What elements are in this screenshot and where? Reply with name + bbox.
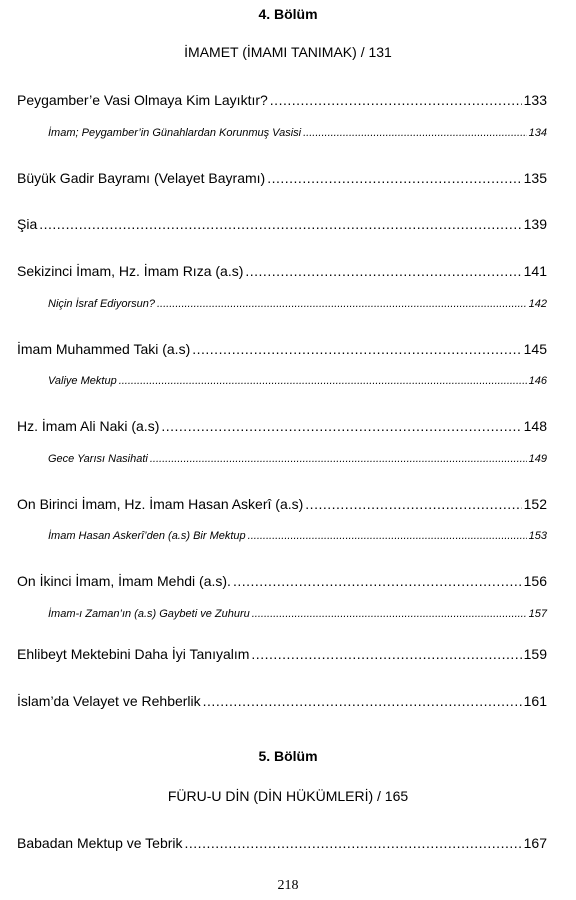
toc-subentry[interactable]: [48, 127, 547, 139]
toc-subentry-title: Valiye Mektup: [48, 375, 117, 387]
toc-entry[interactable]: [17, 418, 547, 434]
toc-entry-page: 148: [523, 418, 547, 434]
toc-entry[interactable]: [17, 216, 547, 232]
toc-entry-title: On Birinci İmam, Hz. İmam Hasan Askerî (a.s): [17, 496, 304, 512]
toc-entry[interactable]: [17, 92, 547, 108]
toc-entry-page: 133: [523, 92, 547, 108]
leader-dots: [245, 263, 521, 279]
section-4-heading: 4. Bölüm: [258, 6, 318, 22]
toc-entry[interactable]: [17, 573, 547, 589]
toc-subentry[interactable]: [48, 530, 547, 542]
toc-entry-page: 139: [523, 216, 547, 232]
toc-subentry[interactable]: [48, 298, 547, 310]
toc-entry-page: 141: [523, 263, 547, 279]
leader-dots: [192, 341, 521, 357]
toc-entry[interactable]: [17, 263, 547, 279]
toc-subentry[interactable]: [48, 608, 547, 620]
leader-dots: [248, 530, 527, 542]
toc-entry[interactable]: [17, 496, 547, 512]
toc-entry-title: İslam’da Velayet ve Rehberlik: [17, 693, 201, 709]
toc-subentry-page: 142: [528, 298, 547, 310]
toc-subentry-page: 146: [528, 375, 547, 387]
toc-entry[interactable]: [17, 170, 547, 186]
leader-dots: [119, 375, 527, 387]
toc-entry-page: 145: [523, 341, 547, 357]
toc-entry-title: Büyük Gadir Bayramı (Velayet Bayramı): [17, 170, 266, 186]
leader-dots: [39, 216, 521, 232]
page-number: 218: [277, 878, 299, 893]
toc-entry[interactable]: [17, 835, 547, 851]
leader-dots: [185, 835, 522, 851]
toc-entry-title: Ehlibeyt Mektebini Daha İyi Tanıyalım: [17, 646, 250, 662]
toc-entry[interactable]: [17, 693, 547, 709]
toc-entry-page: 167: [523, 835, 547, 851]
leader-dots: [305, 496, 521, 512]
toc-subentry-title: İmam Hasan Askerî’den (a.s) Bir Mektup: [48, 530, 246, 542]
toc-entry-title: Hz. İmam Ali Naki (a.s): [17, 418, 160, 434]
toc-entry-page: 156: [523, 573, 547, 589]
toc-subentry-page: 157: [528, 608, 547, 620]
leader-dots: [303, 127, 527, 139]
section-5-subheading: FÜRU-U DİN (DİN HÜKÜMLERİ) / 165: [167, 788, 409, 804]
toc-subentry[interactable]: [48, 453, 547, 465]
leader-dots: [267, 170, 521, 186]
toc-subentry[interactable]: [48, 375, 547, 387]
toc-entry-title: Peygamber’e Vasi Olmaya Kim Layıktır?: [17, 92, 268, 108]
toc-entry-page: 135: [523, 170, 547, 186]
leader-dots: [157, 298, 527, 310]
leader-dots: [203, 693, 522, 709]
toc-entry-title: Sekizinci İmam, Hz. İmam Rıza (a.s): [17, 263, 244, 279]
toc-subentry-page: 149: [528, 453, 547, 465]
leader-dots: [252, 608, 527, 620]
section-4-subheading: İMAMET (İMAMI TANIMAK) / 131: [184, 44, 392, 60]
toc-entry-page: 161: [523, 693, 547, 709]
toc-subentry-page: 134: [528, 127, 547, 139]
toc-subentry-page: 153: [528, 530, 547, 542]
section-5-heading: 5. Bölüm: [258, 748, 318, 764]
toc-entry-title: On İkinci İmam, İmam Mehdi (a.s).: [17, 573, 231, 589]
toc-entry-title: İmam Muhammed Taki (a.s): [17, 341, 191, 357]
leader-dots: [161, 418, 521, 434]
toc-entry[interactable]: [17, 646, 547, 662]
leader-dots: [251, 646, 521, 662]
toc-subentry-title: Niçin İsraf Ediyorsun?: [48, 298, 155, 310]
leader-dots: [150, 453, 527, 465]
toc-entry[interactable]: [17, 341, 547, 357]
leader-dots: [270, 92, 522, 108]
toc-subentry-title: İmam-ı Zaman’ın (a.s) Gaybeti ve Zuhuru: [48, 608, 250, 620]
toc-entry-page: 159: [523, 646, 547, 662]
toc-entry-title: Babadan Mektup ve Tebrik: [17, 835, 183, 851]
toc-entry-title: Şia: [17, 216, 38, 232]
toc-subentry-title: İmam; Peygamber’in Günahlardan Korunmuş Vasisi: [48, 127, 302, 139]
toc-entry-page: 152: [523, 496, 547, 512]
leader-dots: [233, 573, 522, 589]
toc-subentry-title: Gece Yarısı Nasihati: [48, 453, 148, 465]
